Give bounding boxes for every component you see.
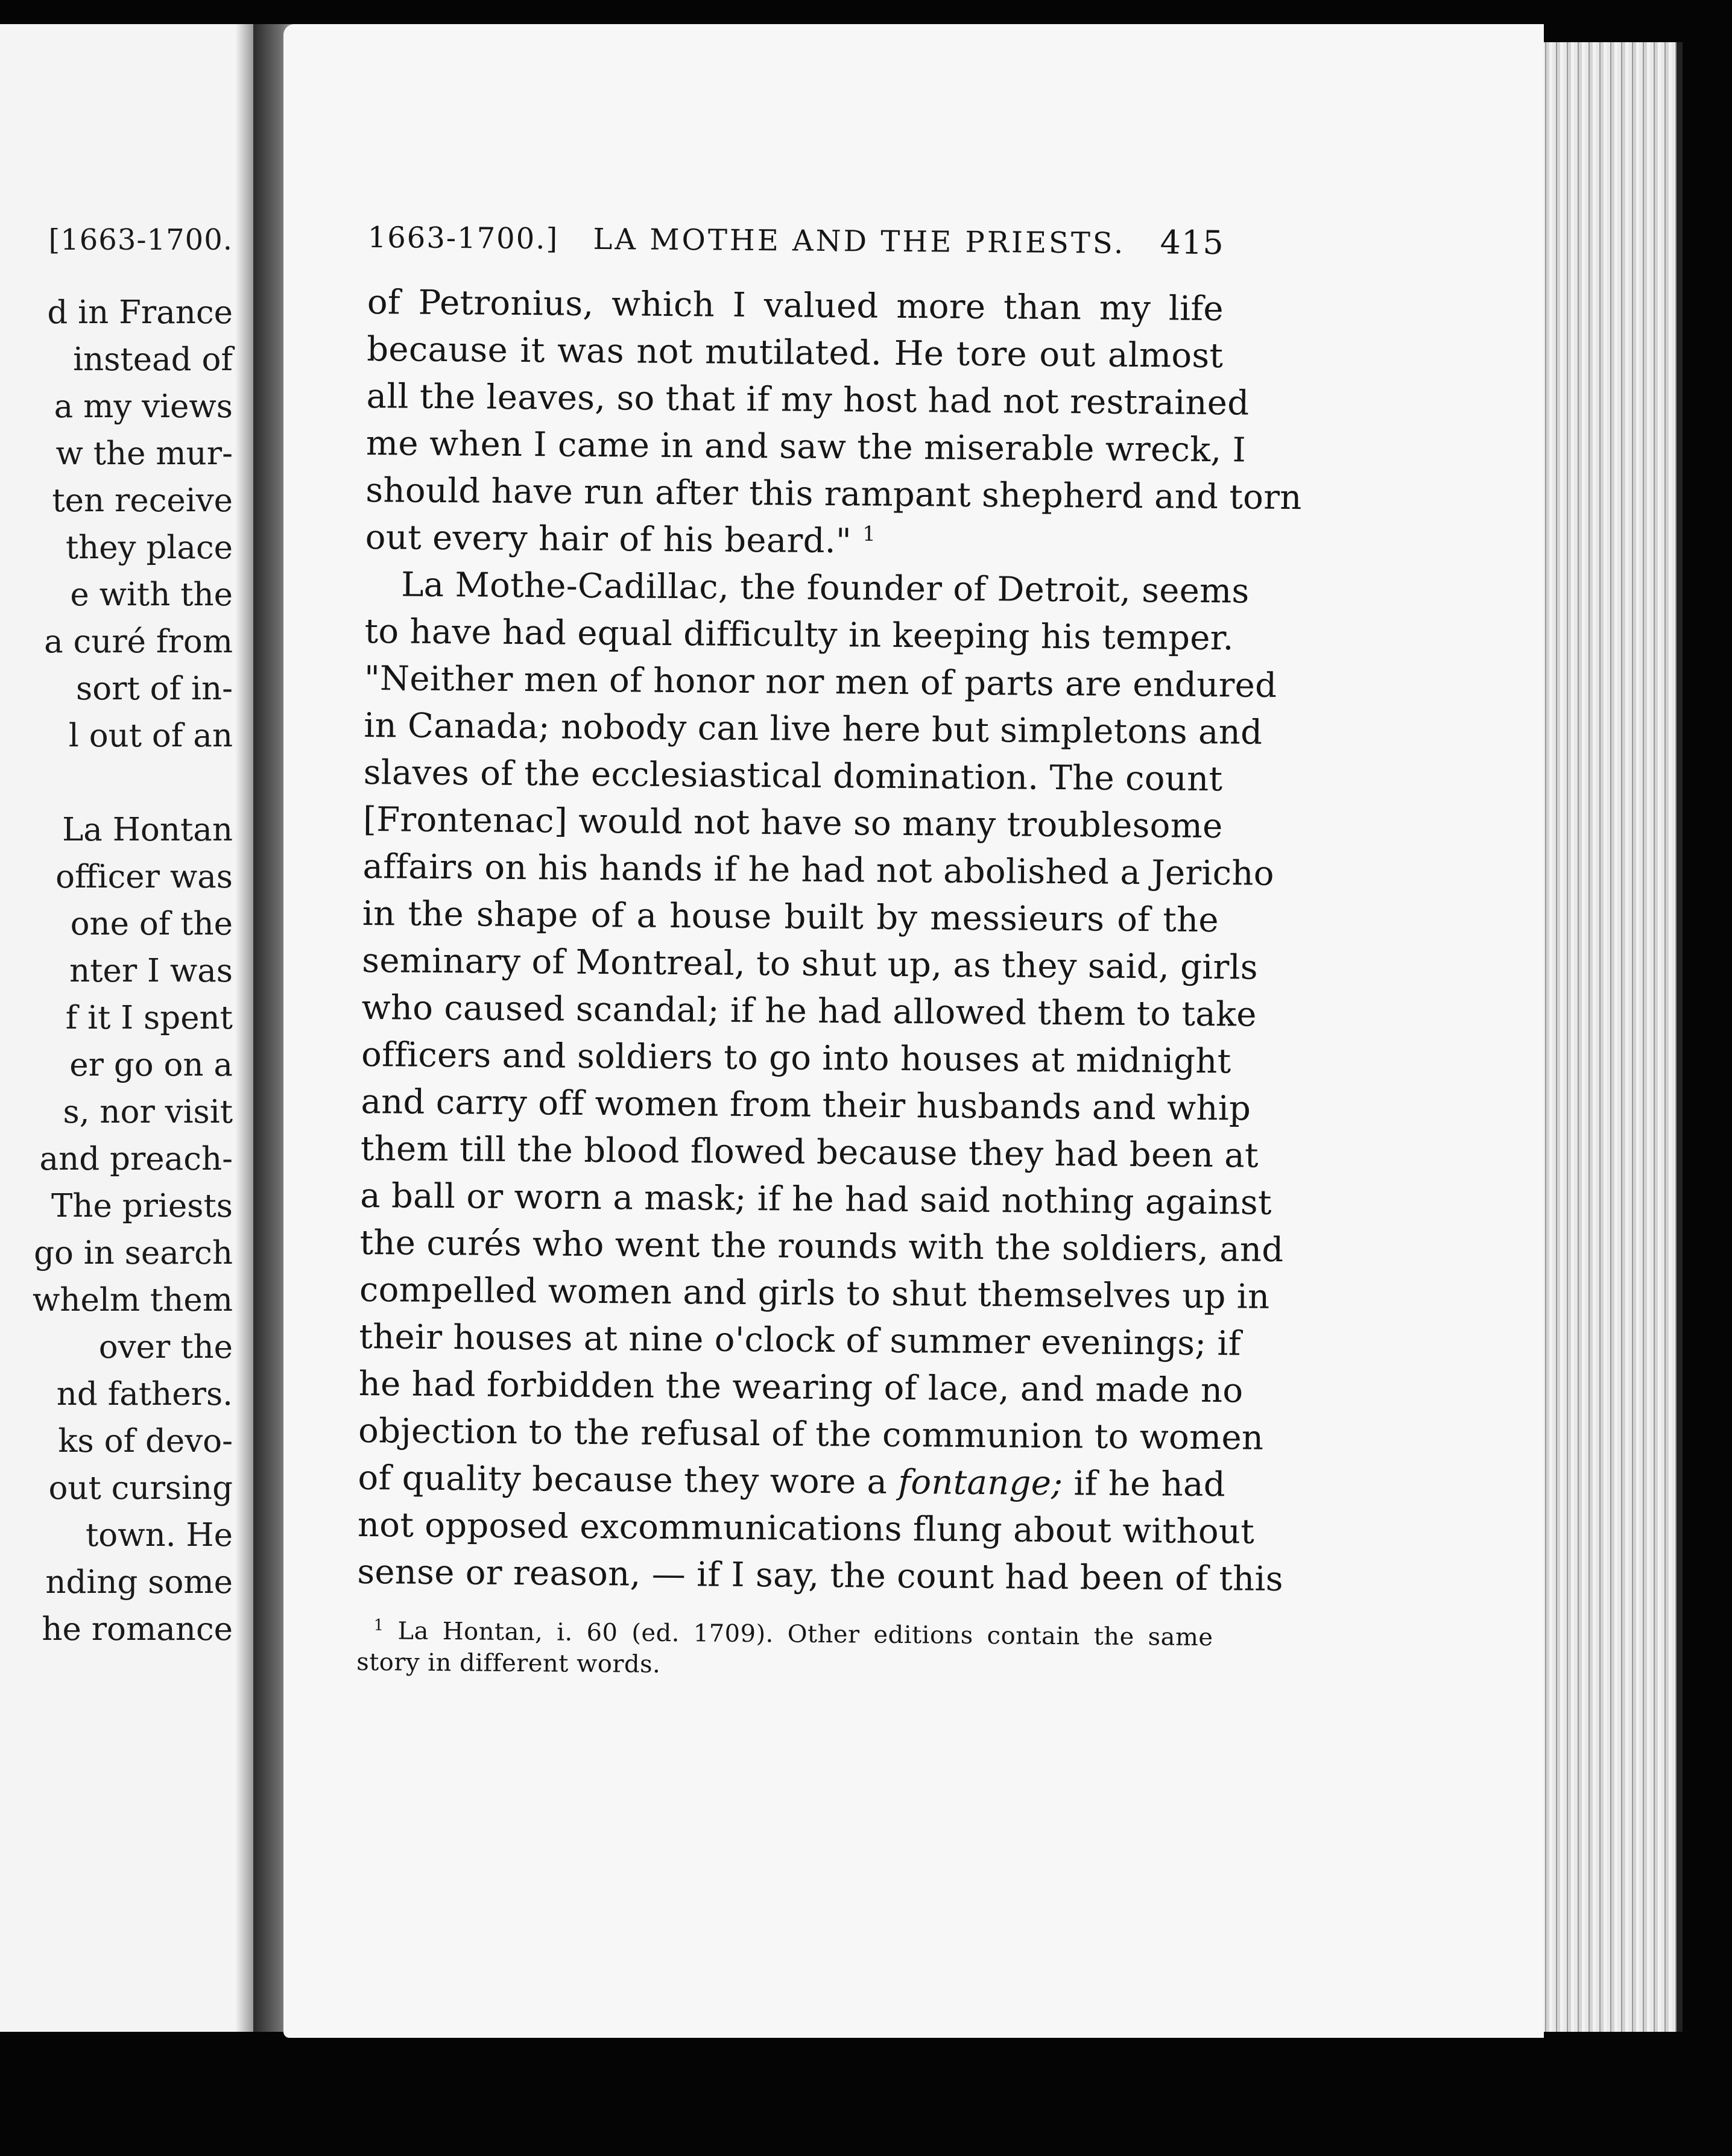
- text-line: seminary of Montreal, to shut up, as they said, girls: [362, 941, 1259, 988]
- text-line: their houses at nine o'clock of summer evenings; if: [359, 1317, 1242, 1364]
- text-line: [365, 514, 1222, 568]
- text-line: ks of devo-: [58, 1423, 233, 1460]
- text-line: not opposed excommunications flung about without: [357, 1505, 1255, 1552]
- page-edges-shadow: [1677, 42, 1683, 2032]
- text-line: slaves of the ecclesiastical domination. The count: [363, 752, 1223, 799]
- text-line: out cursing: [48, 1470, 233, 1507]
- text-line: s, nor visit: [63, 1094, 233, 1130]
- text-line: them till the blood flowed because they had been at: [360, 1129, 1259, 1176]
- text-line: nter I was: [69, 953, 233, 989]
- text-line: because it was not mutilated. He tore out almost: [367, 329, 1224, 376]
- left-page-gutter-shadow: [235, 24, 253, 2032]
- left-page-text: [4, 289, 233, 1653]
- text-line-content: out every hair of his beard.": [365, 517, 852, 561]
- text-line: who caused scandal; if he had allowed them to take: [361, 988, 1257, 1035]
- text-line: e with the: [70, 576, 233, 613]
- body-text: [357, 279, 1302, 1603]
- text-line: compelled women and girls to shut themselves up in: [359, 1270, 1270, 1317]
- footnote: [356, 1615, 1213, 1685]
- text-line: officer was: [55, 859, 233, 895]
- text-line: to have had equal difficulty in keeping his temper.: [364, 611, 1234, 658]
- text-line: in the shape of a house built by messieurs of the: [362, 894, 1219, 941]
- text-line: The priests: [51, 1188, 233, 1225]
- running-head-years: 1663-1700.]: [367, 220, 559, 256]
- text-line-content: if he had: [1063, 1464, 1226, 1505]
- left-facing-page: [0, 24, 257, 2032]
- running-head-title: LA MOTHE AND THE PRIESTS.: [593, 222, 1126, 260]
- text-line: of Petronius, which I valued more than my life: [367, 282, 1224, 329]
- text-line: w the mur-: [55, 435, 233, 472]
- page-content: [356, 217, 1302, 1694]
- text-line: a ball or worn a mask; if he had said nothing against: [359, 1176, 1272, 1223]
- text-line: one of the: [70, 906, 233, 942]
- text-line: [358, 1455, 1226, 1508]
- text-line: town. He: [86, 1517, 233, 1554]
- text-line: over the: [98, 1329, 233, 1366]
- text-line: l out of an: [68, 717, 233, 754]
- text-line: La Hontan: [62, 812, 233, 848]
- text-line: [Frontenac] would not have so many troublesome: [362, 799, 1223, 846]
- text-line: nd fathers.: [56, 1376, 233, 1413]
- text-line: and carry off women from their husbands and whip: [361, 1082, 1251, 1129]
- text-line: instead of: [73, 341, 233, 378]
- text-line: nding some: [45, 1564, 233, 1601]
- text-line: f it I spent: [65, 1000, 233, 1036]
- text-line: objection to the refusal of the communion to women: [358, 1411, 1264, 1458]
- text-line: should have run after this rampant shepherd and torn: [365, 470, 1302, 518]
- footnote-reference: 1: [862, 522, 876, 546]
- page-number: 415: [1160, 223, 1224, 262]
- text-line: ten receive: [52, 482, 233, 519]
- text-line: d in France: [47, 294, 233, 331]
- footnote-text: La Hontan, i. 60 (ed. 1709). Other editions contain the same: [397, 1617, 1213, 1652]
- text-line: er go on a: [69, 1047, 233, 1083]
- text-line-content: of quality because they wore a: [358, 1458, 899, 1502]
- text-line: all the leaves, so that if my host had not restrained: [366, 376, 1250, 423]
- text-line: he romance: [42, 1611, 233, 1648]
- text-line: me when I came in and saw the miserable wreck, I: [365, 423, 1247, 470]
- text-line: he had forbidden the wearing of lace, and made no: [358, 1364, 1244, 1411]
- text-line: and preach-: [39, 1141, 233, 1177]
- italic-word: fontange;: [898, 1462, 1063, 1504]
- text-line: whelm them: [33, 1282, 233, 1319]
- text-line: go in search: [34, 1235, 233, 1272]
- footnote-line: story in different words.: [356, 1648, 661, 1678]
- text-line: sense or reason, — if I say, the count had been of this: [357, 1552, 1284, 1599]
- text-line: in Canada; nobody can live here but simpletons and: [364, 705, 1263, 752]
- text-line: a my views: [54, 388, 233, 425]
- text-line: La Mothe-Cadillac, the founder of Detroit, seems: [400, 565, 1250, 611]
- text-line: officers and soldiers to go into houses at midnight: [361, 1035, 1231, 1082]
- text-line: they place: [65, 529, 233, 566]
- footnote-marker: 1: [373, 1616, 384, 1634]
- text-line: "Neither men of honor nor men of parts are endured: [364, 658, 1277, 705]
- text-line: affairs on his hands if he had not abolished a Jericho: [362, 846, 1274, 894]
- text-line: the curés who went the rounds with the soldiers, and: [359, 1223, 1284, 1270]
- text-line: a curé from: [44, 623, 233, 660]
- left-running-head: [1663-1700.: [48, 223, 233, 257]
- running-head: [368, 217, 1224, 262]
- text-line: sort of in-: [76, 670, 233, 707]
